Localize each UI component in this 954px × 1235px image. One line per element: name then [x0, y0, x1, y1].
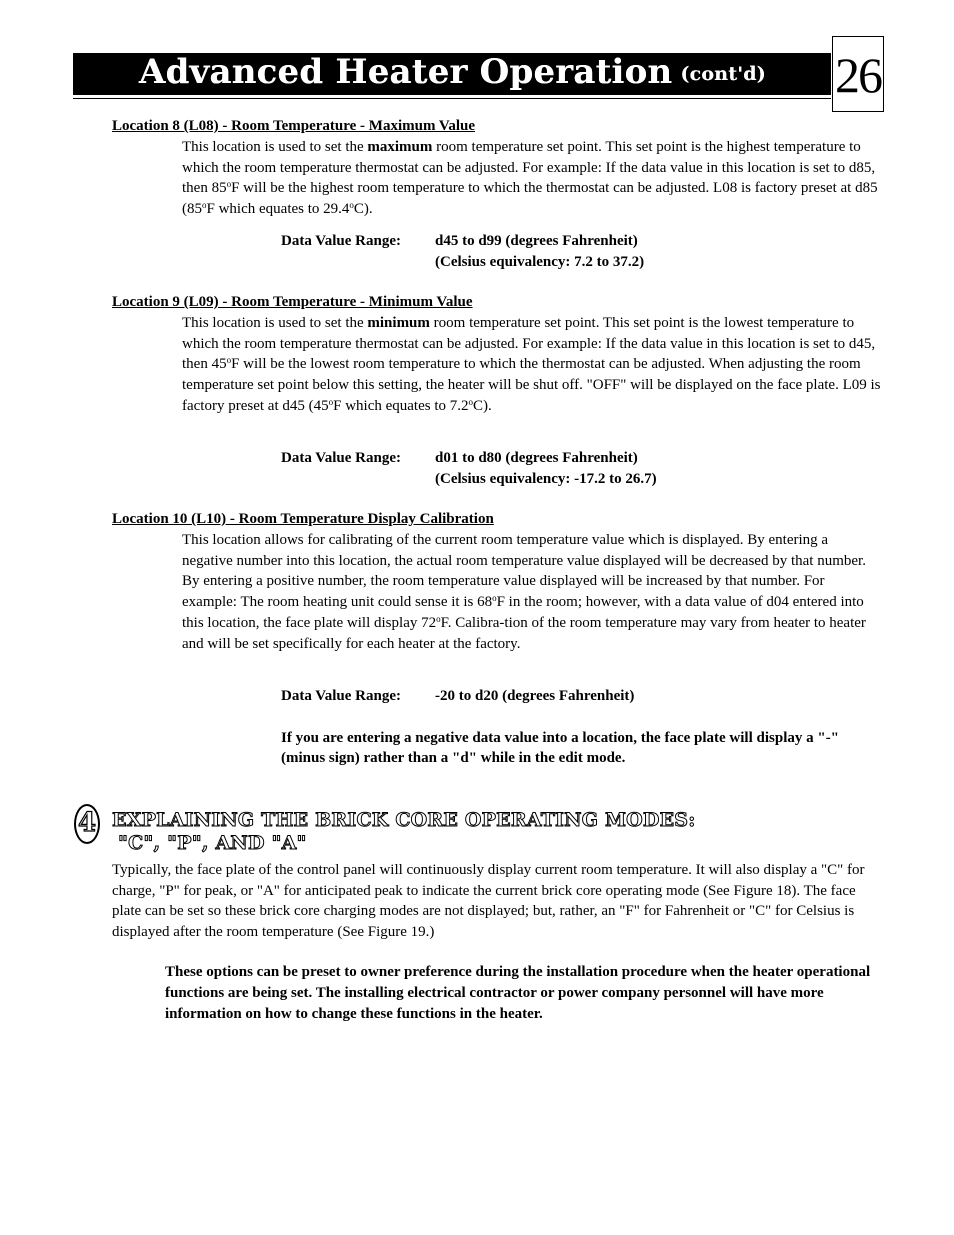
section-heading-l09: Location 9 (L09) - Room Temperature - Minimum Value: [112, 294, 473, 310]
section-heading-l08: Location 8 (L08) - Room Temperature - Maximum Value: [112, 118, 476, 134]
page-title: [139, 53, 766, 95]
page-title-text: Advanced Heater Operation: [139, 52, 673, 92]
step-body: Typically, the face plate of the control panel will continuously display current room temperature. It will also display a "C" for charge, "P" for peak, or "A" for anticipated peak to indicate the current brick core operating mode (See Figure 18). The face plate can be set so these brick core charging modes are not displayed; but, rather, an "F" for Fahrenheit or "C" for Celsius is displayed after the room temperature (See Figure 19.): [112, 862, 865, 941]
page-title-contd: (cont'd): [680, 63, 766, 85]
step-number-badge: 4: [74, 804, 100, 844]
step-heading-line2: "C", "P", AND "A": [118, 832, 307, 854]
data-range-l09: Data Value Range: d01 to d80 (degrees Fahrenheit) (Celsius equivalency: -17.2 to 26.7): [281, 450, 657, 487]
page-header-bar: [73, 53, 831, 95]
page-number: 26: [832, 36, 884, 112]
section-body-l10: This location allows for calibrating of the current room temperature value which is displayed. By entering a negative number into this location, the actual room temperature value displayed will be decreased by that number. By entering a positive number, the room temperature value displayed will be increased by that number. For example: The room heating unit could sense it is 68$^o$F in the room; however, with a data value of d04 entered into this location, the face plate will display 72$^o$F. Calibra-tion of the room temperature may vary from heater to heater and will be set specifically for each heater at the factory.: [182, 532, 866, 652]
step-heading-line1: EXPLAINING THE BRICK CORE OPERATING MODES:: [112, 809, 696, 831]
header-rule: [73, 98, 831, 99]
data-range-l10: Data Value Range: -20 to d20 (degrees Fahrenheit): [281, 688, 635, 704]
step-heading: [112, 809, 695, 855]
section-body-l08: This location is used to set the maximum room temperature set point. This set point is the highest temperature to which the room temperature thermostat can be adjusted. For example: If the data value in this location is set to d85, then 85$^o$F will be the highest room temperature to which the thermostat can be adjusted. L08 is factory preset at d85 (85$^o$F which equates to 29.4$^o$C).: [182, 139, 878, 218]
section-body-l09: This location is used to set the minimum room temperature set point. This set point is the lowest temperature to which the room temperature thermostat can be adjusted. For example: If the data value in this location is set to d45, then 45$^o$F will be the lowest room temperature to which the thermostat can be adjusted. When adjusting the room temperature set point below this setting, the heater will be shut off. "OFF" will be displayed on the face plate. L09 is factory preset at d45 (45$^o$F which equates to 7.2$^o$C).: [182, 315, 881, 414]
section-heading-l10: Location 10 (L10) - Room Temperature Display Calibration: [112, 511, 494, 527]
data-range-l08: Data Value Range: d45 to d99 (degrees Fahrenheit) (Celsius equivalency: 7.2 to 37.2): [281, 233, 645, 270]
step-closing-note: These options can be preset to owner preference during the installation procedure when the heater operational functions are being set. The installing electrical contractor or power company personnel will have more information on how to change these functions in the heater.: [165, 964, 871, 1022]
negative-value-note: If you are entering a negative data value into a location, the face plate will display a "-" (minus sign) rather than a "d" while in the edit mode.: [281, 730, 840, 766]
